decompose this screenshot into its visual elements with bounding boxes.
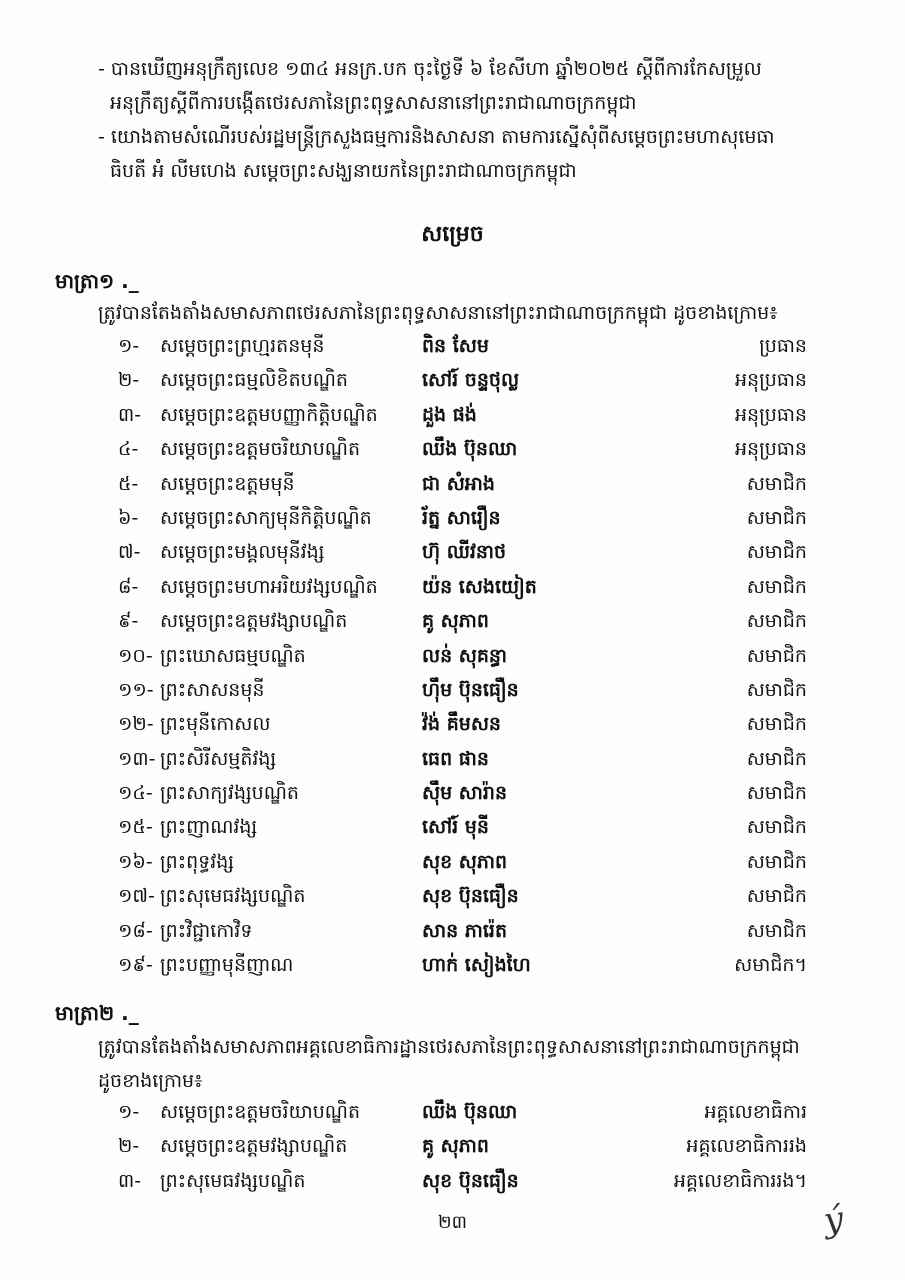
intro-line: - បានឃើញអនុក្រឹត្យលេខ ១៣៤ អនក្រ.បក ចុះថ្ងៃទី ៦ ខែសីហា ឆ្នាំ២០២៥ ស្តីពីការកែសម្រួល [98, 58, 762, 80]
member-role: សមាជិក [746, 575, 807, 598]
member-title: ព្រះវិជ្ជាកោវិទ [160, 919, 253, 942]
member-row [0, 468, 905, 502]
member-name: សាន ភារ៉េត [422, 919, 508, 942]
member-role: សមាជិក [746, 816, 807, 839]
member-row [0, 399, 905, 433]
member-name: លន់ សុគន្ធា [422, 644, 508, 667]
member-row [0, 364, 905, 398]
member-name: ហាក់ សៀងហៃ [422, 954, 531, 977]
member-number: ៣- [118, 1169, 142, 1192]
member-row [0, 811, 905, 845]
member-title: សម្តេចព្រះឧត្តមចរិយាបណ្ឌិត [160, 438, 361, 461]
member-name: រ័ត្ន សារឿន [422, 506, 501, 529]
member-title: ព្រះសាសនមុនី [160, 678, 265, 701]
intro-line: ធិបតី អំ លីមហេង សម្តេចព្រះសង្ឃនាយកនៃព្រះរាជាណាចក្រកម្ពុជា [110, 160, 577, 182]
member-role: សមាជិក [746, 506, 807, 529]
member-row [0, 330, 905, 364]
member-title: ព្រះបញ្ញាមុនីញាណ [160, 954, 294, 977]
member-role: សមាជិក [746, 610, 807, 633]
member-title: សម្តេចព្រះឧត្តមវង្សាបណ្ឌិត [160, 1135, 348, 1158]
member-name: សុខ ប៊ុនធឿន [422, 885, 519, 908]
article2-body [98, 1030, 808, 1098]
member-name: ធេព ផាន [422, 747, 489, 770]
member-title: ព្រះញាណវង្ស [160, 816, 258, 839]
article2-heading: មាត្រា២ ._ [55, 1001, 139, 1025]
intro-line: - យោងតាមសំណើរបស់រដ្ឋមន្ត្រីក្រសួងធម្មការនិងសាសនា តាមការស្នើសុំពីសម្តេចព្រះមហាសុមេធា [98, 126, 775, 148]
decision-title: សម្រេច [421, 222, 484, 247]
member-role: សមាជិក [746, 919, 807, 942]
member-number: ៤- [118, 438, 139, 461]
member-number: ១៦- [118, 850, 153, 873]
member-name: វ៉ង់ គឹមសន [422, 713, 501, 736]
member-role: អគ្គលេខាធិការរង។ [673, 1169, 807, 1192]
member-name: ដួង ផង់ [422, 403, 477, 426]
member-row [0, 743, 905, 777]
member-name: ឈឹង ប៊ុនឈា [422, 438, 518, 461]
article2-body-text: ត្រូវបានតែងតាំងសមាសភាពអគ្គលេខាធិការដ្ឋានថេរសភានៃព្រះពុទ្ធសាសនានៅព្រះរាជាណាចក្រកម្ពុជា [98, 1036, 800, 1058]
member-name: ឈឹង ប៊ុនឈា [422, 1101, 518, 1123]
member-row [0, 1096, 905, 1130]
member-title: ព្រះឃោសធម្មបណ្ឌិត [160, 644, 306, 667]
member-role: អនុប្រធាន [735, 369, 807, 392]
member-number: ១១- [118, 678, 154, 701]
member-name: គូ សុភាព [422, 1135, 489, 1158]
member-name: ពិន សែម [422, 335, 489, 357]
member-name: ហ៊ឹម ប៊ុនធឿន [422, 678, 519, 701]
member-title: សម្តេចព្រះឧត្តមចរិយាបណ្ឌិត [160, 1101, 361, 1123]
page-number: ២៣ [437, 1212, 467, 1233]
article1-member-list [0, 330, 905, 983]
member-role: សមាជិក [746, 782, 807, 805]
member-number: ១៧- [118, 885, 155, 908]
member-number: ៦- [118, 506, 139, 529]
member-number: ១៥- [118, 816, 153, 839]
member-role: សមាជិក [746, 713, 807, 736]
member-number: ២- [118, 369, 140, 392]
member-title: សម្តេចព្រះមង្គលមុនីវង្ស [160, 541, 325, 564]
member-number: ១៣- [118, 747, 156, 770]
handwritten-initial: ý [821, 1198, 846, 1242]
member-number: ១៩- [118, 954, 153, 977]
member-title: សម្តេចព្រះព្រហ្មរតនមុនី [160, 335, 325, 357]
member-role: សមាជិក [746, 747, 807, 770]
member-row [0, 536, 905, 570]
member-role: សមាជិក [746, 472, 807, 495]
member-row [0, 777, 905, 811]
member-number: ២- [118, 1135, 140, 1158]
member-name: សៅរ៍ មុនី [422, 816, 489, 839]
article2-body-text: ដូចខាងក្រោម៖ [98, 1070, 203, 1092]
member-row [0, 880, 905, 914]
article1-body [98, 296, 808, 330]
member-role: សមាជិក [746, 644, 807, 667]
member-title: សម្តេចព្រះឧត្តមបញ្ញាកិត្តិបណ្ឌិត [160, 403, 378, 426]
member-role: អគ្គលេខាធិការរង [686, 1135, 807, 1158]
member-number: ១៤- [118, 782, 153, 805]
member-name: គូ សុភាព [422, 610, 489, 633]
member-row [0, 605, 905, 639]
member-title: សម្តេចព្រះឧត្តមវង្សាបណ្ឌិត [160, 610, 348, 633]
member-name: យ៉ន សេងយៀត [422, 575, 537, 598]
member-number: ៩- [118, 610, 139, 633]
member-number: ១៨- [118, 919, 153, 942]
member-row [0, 502, 905, 536]
article2-member-list [0, 1096, 905, 1199]
member-number: ៧- [118, 541, 141, 564]
member-number: ៨- [118, 575, 139, 598]
member-row [0, 433, 905, 467]
member-name: ហ៊ុ ឈីវនាថ [422, 541, 507, 564]
member-title: ព្រះសុមេធវង្សបណ្ឌិត [160, 1169, 306, 1192]
member-role: អគ្គលេខាធិការ [704, 1101, 807, 1123]
member-role: អនុប្រធាន [735, 438, 807, 461]
member-role: ប្រធាន [759, 335, 807, 357]
article1-body-text: ត្រូវបានតែងតាំងសមាសភាពថេរសភានៃព្រះពុទ្ធសាសនានៅព្រះរាជាណាចក្រកម្ពុជា ដូចខាងក្រោម៖ [98, 302, 778, 324]
member-title: សម្តេចព្រះឧត្តមមុនី [160, 472, 295, 495]
member-title: សម្តេចព្រះសាក្យមុនីកិត្តិបណ្ឌិត [160, 506, 372, 529]
member-number: ១- [118, 335, 140, 357]
member-row [0, 915, 905, 949]
member-title: សម្តេចព្រះមហាអរិយវង្សបណ្ឌិត [160, 575, 378, 598]
member-title: សម្តេចព្រះធម្មលិខិតបណ្ឌិត [160, 369, 348, 392]
member-name: ជា សំអាង [422, 472, 495, 495]
member-role: សមាជិក [746, 678, 807, 701]
member-row [0, 640, 905, 674]
member-row [0, 571, 905, 605]
article1-heading: មាត្រា១ ._ [55, 269, 139, 293]
member-row [0, 949, 905, 983]
member-row [0, 708, 905, 742]
member-role: សមាជិក [746, 885, 807, 908]
member-role: សមាជិក [746, 850, 807, 873]
member-name: សៅរ៍ ចន្ទថុល្ល [422, 369, 520, 392]
member-title: ព្រះសាក្យវង្សបណ្ឌិត [160, 782, 299, 805]
member-role: សមាជិក [746, 541, 807, 564]
member-role: អនុប្រធាន [735, 403, 807, 426]
intro-line: អនុក្រឹត្យស្តីពីការបង្កើតថេរសភានៃព្រះពុទ្ធសាសនានៅព្រះរាជាណាចក្រកម្ពុជា [110, 92, 637, 114]
member-number: ១២- [118, 713, 154, 736]
member-row [0, 1165, 905, 1199]
member-name: ស៊ឹម សារ៉ាន [422, 782, 508, 805]
member-name: សុខ សុភាព [422, 850, 508, 873]
member-title: ព្រះសិរីសម្មតិវង្ស [160, 747, 277, 770]
member-role: សមាជិក។ [734, 954, 807, 977]
intro-block [98, 52, 808, 188]
member-row [0, 846, 905, 880]
member-number: ១- [118, 1101, 140, 1123]
member-title: ព្រះពុទ្ធវង្ស [160, 850, 234, 873]
member-number: ៥- [118, 472, 139, 495]
member-number: ៣- [118, 403, 142, 426]
member-row [0, 1130, 905, 1164]
member-title: ព្រះមុនីកោសល [160, 713, 271, 736]
member-name: សុខ ប៊ុនធឿន [422, 1169, 519, 1192]
member-title: ព្រះសុមេធវង្សបណ្ឌិត [160, 885, 306, 908]
member-row [0, 674, 905, 708]
member-number: ១០- [118, 644, 153, 667]
